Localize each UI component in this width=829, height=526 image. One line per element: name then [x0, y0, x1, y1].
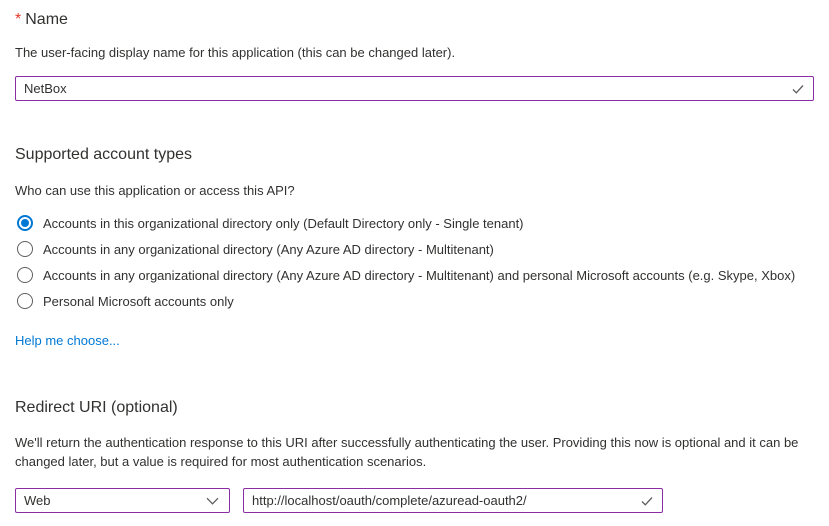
- name-title-text: Name: [25, 11, 68, 28]
- redirect-uri-row: [15, 488, 814, 513]
- chevron-down-icon: [206, 497, 219, 505]
- radio-button[interactable]: [17, 267, 33, 283]
- redirect-uri-input[interactable]: [243, 488, 663, 513]
- radio-option-single-tenant[interactable]: [15, 210, 814, 236]
- required-asterisk: *: [15, 11, 22, 28]
- platform-select[interactable]: [15, 488, 230, 513]
- radio-option-label: Accounts in any organizational directory (Any Azure AD directory - Multitenant): [43, 241, 494, 257]
- redirect-uri-description: We'll return the authentication response to this URI after successfully authenticating the user. Providing this now is optional and it can be changed later, but a value is required for most authentication scenarios.: [15, 435, 799, 469]
- account-types-question: Who can use this application or access this API?: [15, 183, 295, 198]
- account-types-title: Supported account types: [15, 146, 193, 163]
- redirect-uri-title: Redirect URI (optional): [15, 399, 178, 416]
- name-section-title: [15, 10, 814, 30]
- name-field-wrap: [15, 76, 814, 101]
- radio-button[interactable]: [17, 293, 33, 309]
- account-type-radio-group: [15, 210, 814, 314]
- radio-option-multitenant[interactable]: [15, 236, 814, 262]
- platform-select-value: Web: [24, 493, 51, 508]
- radio-option-label: Accounts in this organizational directory only (Default Directory only - Single tenant): [43, 215, 524, 231]
- name-description: The user-facing display name for this application (this can be changed later).: [15, 45, 456, 60]
- uri-field-wrap: [243, 488, 663, 513]
- valid-check-icon: [790, 81, 806, 97]
- radio-button[interactable]: [17, 215, 33, 231]
- valid-check-icon: [639, 493, 655, 509]
- app-registration-form: [0, 10, 829, 513]
- radio-option-personal-only[interactable]: [15, 288, 814, 314]
- radio-option-label: Accounts in any organizational directory (Any Azure AD directory - Multitenant) and personal Microsoft accounts (e.g. Skype, Xbox): [43, 267, 796, 283]
- name-input[interactable]: [15, 76, 814, 101]
- radio-button[interactable]: [17, 241, 33, 257]
- help-me-choose-link[interactable]: Help me choose...: [15, 333, 120, 348]
- radio-option-multitenant-personal[interactable]: [15, 262, 814, 288]
- radio-option-label: Personal Microsoft accounts only: [43, 293, 234, 309]
